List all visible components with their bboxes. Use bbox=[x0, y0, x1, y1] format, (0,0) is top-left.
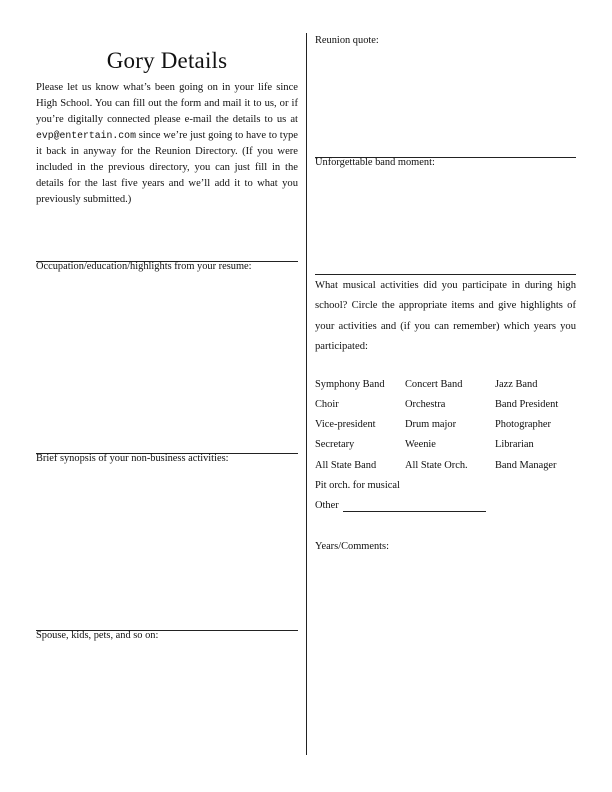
option-all-state-orch[interactable]: All State Orch. bbox=[405, 460, 468, 471]
option-photographer[interactable]: Photographer bbox=[495, 419, 551, 430]
occupation-answer-area[interactable] bbox=[36, 278, 298, 448]
other-label: Other bbox=[315, 500, 339, 511]
reunion-quote-label: Reunion quote: bbox=[315, 35, 379, 46]
intro-paragraph bbox=[36, 80, 298, 208]
option-pit-orchestra[interactable]: Pit orch. for musical bbox=[315, 480, 400, 491]
option-symphony-band[interactable]: Symphony Band bbox=[315, 379, 385, 390]
occupation-label: Occupation/education/highlights from your resume: bbox=[36, 261, 252, 272]
other-input-line[interactable] bbox=[343, 511, 486, 512]
option-all-state-band[interactable]: All State Band bbox=[315, 460, 377, 471]
option-choir[interactable]: Choir bbox=[315, 399, 339, 410]
music-rule bbox=[315, 274, 576, 275]
years-comments-answer-area[interactable] bbox=[315, 558, 576, 748]
option-drum-major[interactable]: Drum major bbox=[405, 419, 457, 430]
reunion-quote-answer-area[interactable] bbox=[315, 52, 576, 152]
option-weenie[interactable]: Weenie bbox=[405, 439, 436, 450]
option-concert-band[interactable]: Concert Band bbox=[405, 379, 463, 390]
option-jazz-band[interactable]: Jazz Band bbox=[495, 379, 538, 390]
family-label: Spouse, kids, pets, and so on: bbox=[36, 630, 159, 641]
years-comments-label: Years/Comments: bbox=[315, 541, 389, 552]
intro-text-start: Please let us know what’s been going on in your life since High School. You can fill out the form and mail it to us, or if you’re digitally connected please e-mail the details to us at bbox=[36, 82, 298, 125]
option-orchestra[interactable]: Orchestra bbox=[405, 399, 446, 410]
option-band-president[interactable]: Band President bbox=[495, 399, 559, 410]
intro-text-end: since we’re just going to have to type it back in anyway for the Reunion Directory. (If you were included in the previous directory, you can just fill in the details for the last five years and we’ll add it to what you previously submitted.) bbox=[36, 130, 298, 205]
synopsis-label: Brief synopsis of your non-business activities: bbox=[36, 453, 229, 464]
family-answer-area[interactable] bbox=[36, 647, 298, 752]
option-vice-president[interactable]: Vice-president bbox=[315, 419, 376, 430]
band-moment-answer-area[interactable] bbox=[315, 174, 576, 269]
page-title: Gory Details bbox=[106, 48, 228, 73]
option-librarian[interactable]: Librarian bbox=[495, 439, 534, 450]
band-moment-label: Unforgettable band moment: bbox=[315, 157, 435, 168]
column-divider bbox=[306, 33, 307, 755]
synopsis-answer-area[interactable] bbox=[36, 470, 298, 625]
music-question: What musical activities did you participate in during high school? Circle the appropriate items and give highlights of your activities and (if you can remember) which years you participated: bbox=[315, 280, 576, 352]
option-band-manager[interactable]: Band Manager bbox=[495, 460, 557, 471]
email-address: evp@entertain.com bbox=[36, 130, 136, 141]
option-secretary[interactable]: Secretary bbox=[315, 439, 355, 450]
